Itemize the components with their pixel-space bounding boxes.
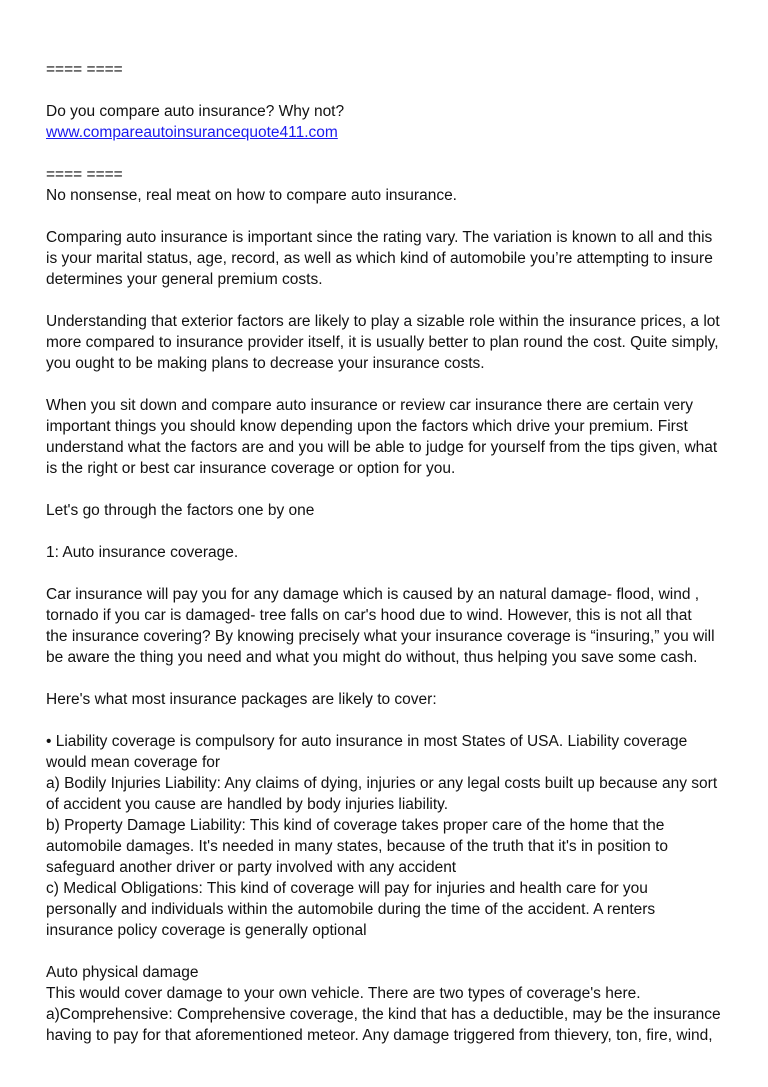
- paragraph-3: [46, 395, 736, 479]
- paragraph-line: • Liability coverage is compulsory for auto insurance in most States of USA. Liability coverage: [46, 733, 688, 750]
- paragraph-line: Car insurance will pay you for any damage which is caused by an natural damage- flood, wind ,: [46, 586, 700, 603]
- separator-text: ==== ====: [46, 61, 123, 78]
- paragraph-line: insurance policy coverage is generally optional: [46, 922, 367, 939]
- separator: [46, 59, 736, 80]
- paragraph-line: would mean coverage for: [46, 754, 221, 771]
- paragraph-line: understand what the factors are and you will be able to judge for yourself from the tips given, what: [46, 439, 718, 456]
- paragraph-5: [46, 584, 736, 668]
- paragraph-line: having to pay for that aforementioned meteor. Any damage triggered from thievery, ton, fire, wind,: [46, 1027, 713, 1044]
- paragraph-line: determines your general premium costs.: [46, 271, 323, 288]
- paragraph-8: [46, 962, 736, 1046]
- paragraph-line: Auto physical damage: [46, 964, 199, 981]
- intro: [46, 101, 736, 143]
- paragraph-line: the insurance covering? By knowing precisely what your insurance coverage is “insuring,” you will: [46, 628, 715, 645]
- website-link[interactable]: www.compareautoinsurancequote411.com: [46, 124, 338, 141]
- paragraph-line: When you sit down and compare auto insurance or review car insurance there are certain very: [46, 397, 694, 414]
- paragraph-line: Let's go through the factors one by one: [46, 502, 315, 519]
- paragraph-line: personally and individuals within the automobile during the time of the accident. A renters: [46, 901, 656, 918]
- paragraph-line: is your marital status, age, record, as well as which kind of automobile you’re attempting to insure: [46, 250, 713, 267]
- paragraph-line: of accident you cause are handled by body injuries liability.: [46, 796, 449, 813]
- paragraph-7: [46, 731, 736, 941]
- tagline-block: [46, 164, 736, 206]
- paragraph-line: a) Bodily Injuries Liability: Any claims of dying, injuries or any legal costs built up because any sort: [46, 775, 718, 792]
- paragraph-line: you ought to be making plans to decrease your insurance costs.: [46, 355, 485, 372]
- paragraph-line: c) Medical Obligations: This kind of coverage will pay for injuries and health care for you: [46, 880, 648, 897]
- paragraph-line: tornado if you car is damaged- tree falls on car's hood due to wind. However, this is not all that: [46, 607, 692, 624]
- paragraph-4: [46, 500, 736, 521]
- document-page: [46, 59, 736, 1067]
- paragraph-line: be aware the thing you need and what you might do without, thus helping you save some cash.: [46, 649, 698, 666]
- paragraph-line: Understanding that exterior factors are likely to play a sizable role within the insurance prices, a lot: [46, 313, 720, 330]
- section-heading: [46, 542, 736, 563]
- paragraph-line: Here's what most insurance packages are likely to cover:: [46, 691, 437, 708]
- paragraph-2: [46, 311, 736, 374]
- paragraph-6: [46, 689, 736, 710]
- paragraph-line: automobile damages. It's needed in many states, because of the truth that it's in position to: [46, 838, 668, 855]
- paragraph-1: [46, 227, 736, 290]
- paragraph-line: safeguard another driver or party involved with any accident: [46, 859, 457, 876]
- paragraph-line: b) Property Damage Liability: This kind of coverage takes proper care of the home that the: [46, 817, 665, 834]
- paragraph-line: Comparing auto insurance is important since the rating vary. The variation is known to all and this: [46, 229, 713, 246]
- heading-text: 1: Auto insurance coverage.: [46, 544, 239, 561]
- paragraph-line: is the right or best car insurance coverage or option for you.: [46, 460, 456, 477]
- paragraph-line: a)Comprehensive: Comprehensive coverage, the kind that has a deductible, may be the insurance: [46, 1006, 721, 1023]
- paragraph-line: more compared to insurance provider itself, it is usually better to plan round the cost. Quite simply,: [46, 334, 719, 351]
- paragraph-line: This would cover damage to your own vehicle. There are two types of coverage's here.: [46, 985, 641, 1002]
- separator-text: ==== ====: [46, 166, 123, 183]
- intro-question: Do you compare auto insurance? Why not?: [46, 103, 345, 120]
- tagline: No nonsense, real meat on how to compare auto insurance.: [46, 187, 457, 204]
- paragraph-line: important things you should know depending upon the factors which drive your premium. First: [46, 418, 688, 435]
